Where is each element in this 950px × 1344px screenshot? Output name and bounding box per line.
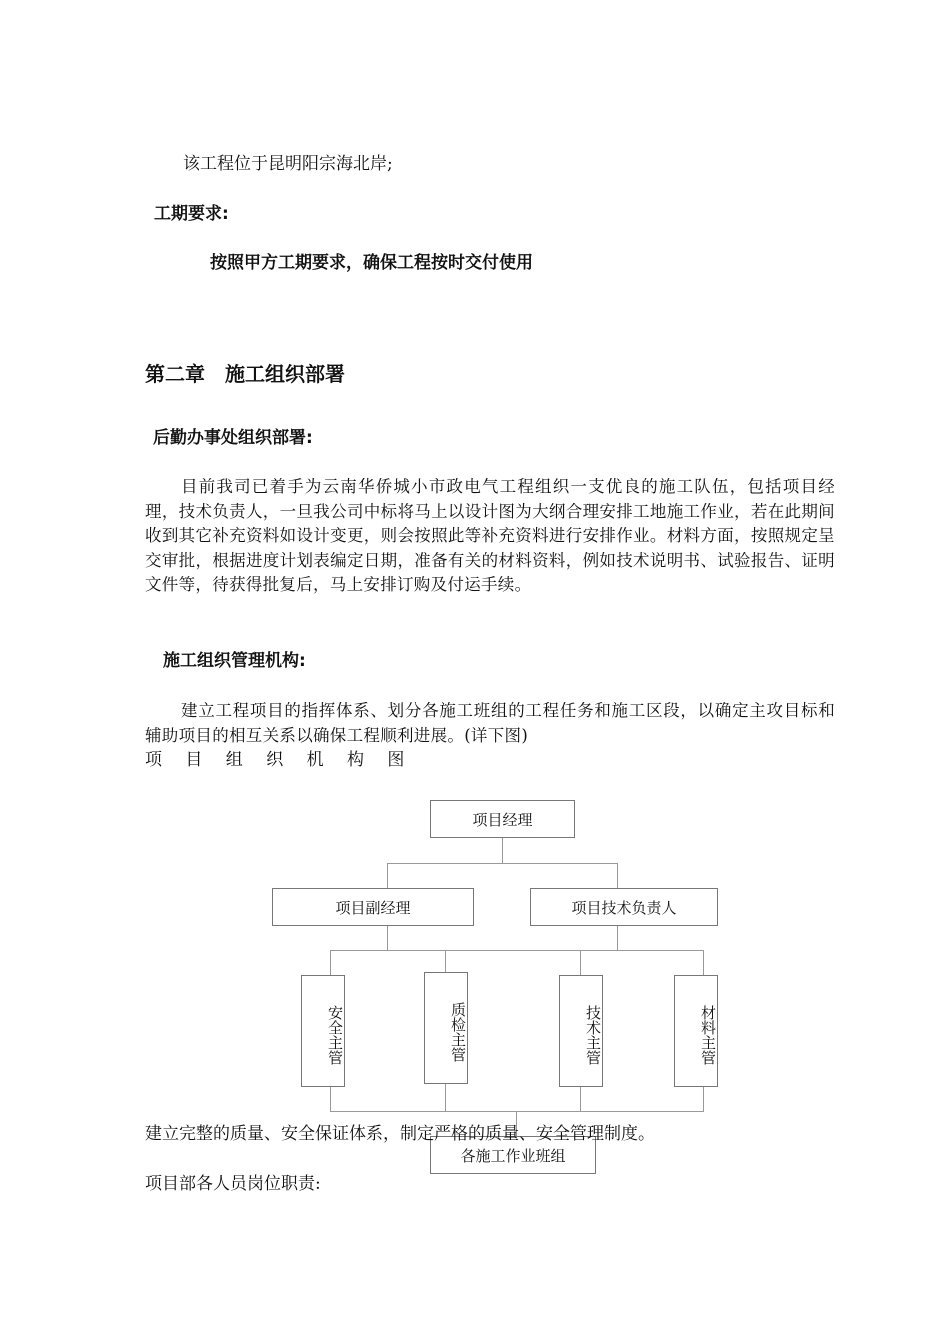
connector-line: [330, 950, 704, 951]
connector-line: [445, 1083, 446, 1112]
org-node-tech-lead: 项目技术负责人: [530, 888, 718, 926]
schedule-text: 按照甲方工期要求，确保工程按时交付使用: [210, 253, 533, 273]
org-node-technical: 技术主管: [559, 975, 603, 1087]
connector-line: [502, 838, 503, 864]
connector-line: [387, 925, 388, 951]
connector-line: [445, 950, 446, 972]
logistics-heading: 后勤办事处组织部署:: [153, 428, 313, 448]
connector-line: [330, 1086, 331, 1112]
logistics-paragraph: 目前我司已着手为云南华侨城小市政电气工程组织一支优良的施工队伍，包括项目经理，技术负责人，一旦我公司中标将马上以设计图为大纲合理安排工地施工作业，若在此期间收到其它补充资料如设计变更，则会按照此等补充资料进行安排作业。材料方面，按照规定呈交审批，根据进度计划表编定日期，准备有关的材料资料，例如技术说明书、试验报告、证明文件等，待获得批复后，马上安排订购及付运手续。: [145, 477, 835, 594]
connector-line: [580, 1086, 581, 1112]
management-paragraph: 建立工程项目的指挥体系、划分各施工班组的工程任务和施工区段，以确定主攻目标和辅助项目的相互关系以确保工程顺利进展。(详下图): [145, 701, 835, 745]
org-node-safety: 安全主管: [301, 975, 345, 1087]
org-chart-title: 项 目 组 织 机 构 图: [145, 750, 414, 770]
connector-line: [387, 863, 388, 889]
schedule-heading: 工期要求:: [154, 204, 229, 224]
location-line: 该工程位于昆明阳宗海北岸;: [183, 154, 393, 174]
connector-line: [580, 950, 581, 975]
connector-line: [617, 925, 618, 951]
quality-system-line: 建立完整的质量、安全保证体系，制定严格的质量、安全管理制度。: [145, 1124, 655, 1144]
org-node-deputy-manager: 项目副经理: [272, 888, 474, 926]
chapter-title: 第二章 施工组织部署: [145, 362, 345, 386]
connector-line: [703, 1086, 704, 1112]
connector-line: [330, 950, 331, 975]
connector-line: [617, 863, 618, 889]
connector-line: [330, 1111, 704, 1112]
duties-line: 项目部各人员岗位职责:: [145, 1174, 321, 1194]
org-node-work-teams: 各施工作业班组: [430, 1136, 596, 1174]
connector-line: [387, 863, 618, 864]
management-heading: 施工组织管理机构:: [163, 651, 306, 671]
connector-line: [703, 950, 704, 975]
org-node-materials: 材料主管: [674, 975, 718, 1087]
org-node-project-manager: 项目经理: [430, 800, 575, 838]
org-node-quality: 质检主管: [424, 972, 468, 1084]
